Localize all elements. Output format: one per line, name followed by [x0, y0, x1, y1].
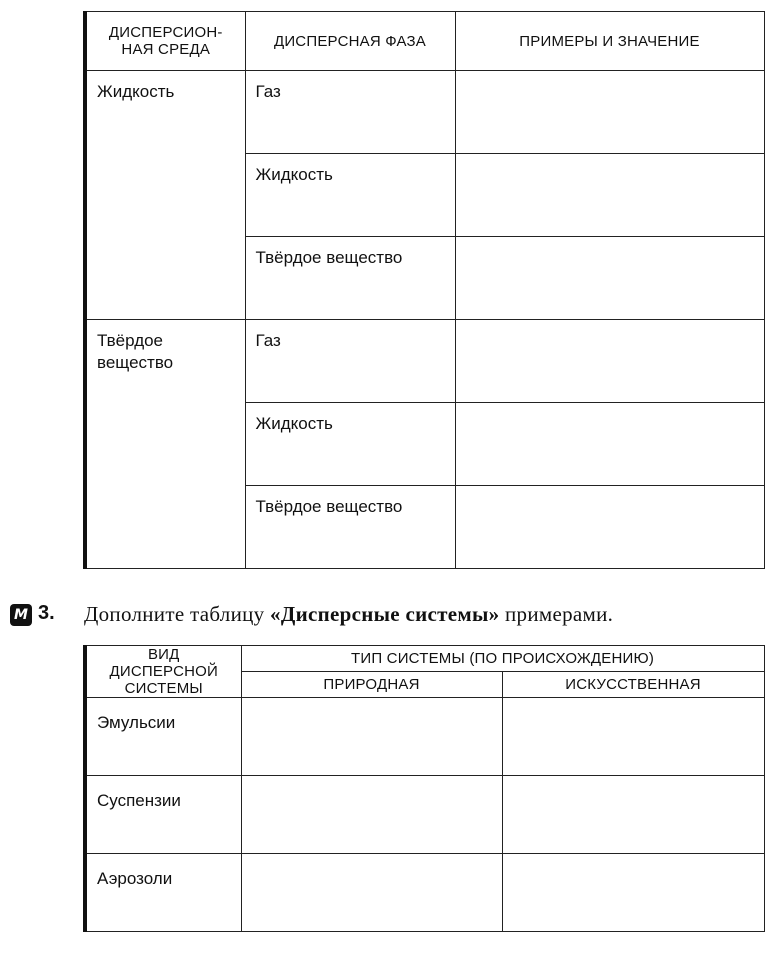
system-kind-cell — [85, 698, 241, 776]
instruction-table-name: «Дисперсные системы» — [270, 602, 500, 626]
natural-answer-cell[interactable] — [241, 776, 502, 854]
medium-cell-liquid — [85, 71, 245, 320]
header-dispersion-medium — [85, 12, 245, 71]
instruction-text-after: примерами. — [499, 602, 614, 626]
header-examples: ПРИМЕРЫ И ЗНАЧЕНИЕ — [455, 12, 764, 71]
table-row — [85, 854, 764, 932]
phase-cell — [245, 154, 455, 237]
table-header-row — [85, 12, 764, 71]
artificial-answer-cell[interactable] — [502, 698, 764, 776]
task-heading — [10, 599, 765, 635]
instruction-text-before: Дополните таблицу — [84, 602, 271, 626]
phase-cell — [245, 320, 455, 403]
dispersed-systems-table — [83, 645, 765, 932]
examples-answer-cell[interactable] — [455, 320, 764, 403]
header-system-kind — [85, 646, 241, 698]
task-instruction — [84, 602, 613, 627]
header-kind-text: ВИД ДИСПЕРСНОЙ СИСТЕМЫ — [109, 646, 218, 697]
system-kind-cell — [85, 776, 241, 854]
header-artificial: ИСКУССТВЕННАЯ — [502, 672, 764, 698]
system-kind-label: Эмульсии — [97, 713, 176, 732]
medium-label: Жидкость — [97, 82, 175, 101]
phase-label: Жидкость — [255, 414, 333, 433]
phase-label: Жидкость — [255, 165, 333, 184]
natural-answer-cell[interactable] — [241, 698, 502, 776]
header-dispersed-phase: ДИСПЕРСНАЯ ФАЗА — [245, 12, 455, 71]
phase-label: Твёрдое вещество — [255, 248, 403, 267]
table-row — [85, 698, 764, 776]
examples-answer-cell[interactable] — [455, 154, 764, 237]
table-row — [85, 320, 764, 403]
system-kind-cell — [85, 854, 241, 932]
header-system-type: ТИП СИСТЕМЫ (ПО ПРОИСХОЖДЕНИЮ) — [241, 646, 764, 672]
natural-answer-cell[interactable] — [241, 854, 502, 932]
medium-cell-solid — [85, 320, 245, 569]
system-kind-label: Суспензии — [97, 791, 181, 810]
table-row — [85, 71, 764, 154]
phase-label: Газ — [255, 331, 281, 350]
header-natural: ПРИРОДНАЯ — [241, 672, 502, 698]
medium-label: Твёрдое вещество — [97, 331, 174, 372]
artificial-answer-cell[interactable] — [502, 776, 764, 854]
header-medium-text: ДИСПЕРСИОН-НАЯ СРЕДА — [108, 24, 223, 58]
phase-cell — [245, 403, 455, 486]
system-kind-label: Аэрозоли — [97, 869, 173, 888]
dispersion-table — [83, 11, 765, 569]
table-header-row — [85, 646, 764, 672]
table-row — [85, 776, 764, 854]
artificial-answer-cell[interactable] — [502, 854, 764, 932]
m-icon: М — [10, 604, 32, 626]
phase-label: Твёрдое вещество — [255, 497, 403, 516]
phase-cell — [245, 486, 455, 569]
examples-answer-cell[interactable] — [455, 486, 764, 569]
phase-cell — [245, 71, 455, 154]
examples-answer-cell[interactable] — [455, 403, 764, 486]
examples-answer-cell[interactable] — [455, 71, 764, 154]
examples-answer-cell[interactable] — [455, 237, 764, 320]
task-number: 3. — [38, 602, 55, 624]
phase-label: Газ — [255, 82, 281, 101]
phase-cell — [245, 237, 455, 320]
